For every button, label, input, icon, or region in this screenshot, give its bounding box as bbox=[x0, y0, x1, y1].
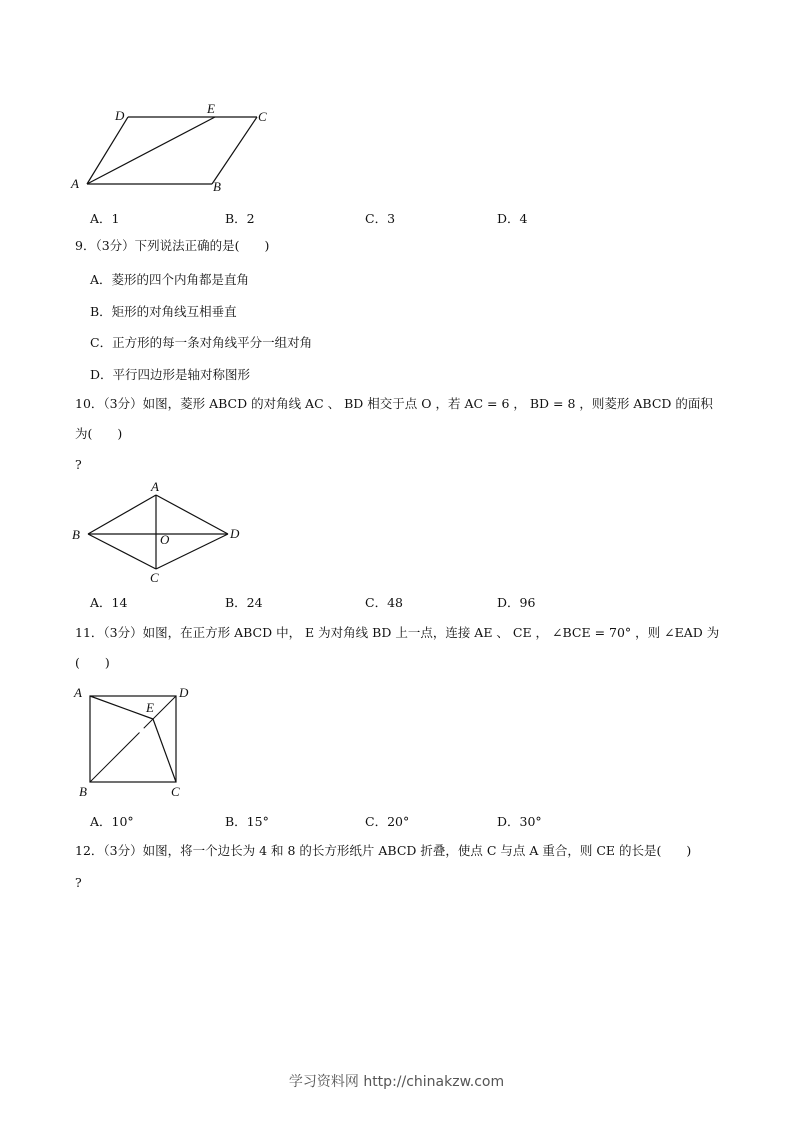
q10-stem-line1: 10．（3分）如图，菱形 ABCD 的对角线 AC 、 BD 相交于点 O ，若 AC = 6 ， BD = 8 ，则菱形 ABCD 的面积 bbox=[75, 396, 713, 411]
q11-stem-line2: ( ) bbox=[75, 655, 110, 670]
q11-option-b: B．15° bbox=[225, 814, 269, 829]
q8-parallelogram-figure bbox=[65, 98, 285, 198]
q8-label-d: D bbox=[115, 108, 125, 123]
footer-watermark: 学习资料网 http://chinakzw.com bbox=[288, 1074, 505, 1090]
q9-option-c: C．正方形的每一条对角线平分一组对角 bbox=[90, 335, 313, 350]
q10-stem-line2: 为( ) bbox=[75, 426, 123, 441]
q10-label-a: A bbox=[151, 479, 159, 494]
q9-stem: 9．（3分）下列说法正确的是( ) bbox=[75, 238, 270, 253]
q9-option-a: A．菱形的四个内角都是直角 bbox=[90, 272, 250, 287]
q11-option-c: C．20° bbox=[365, 814, 410, 829]
q11-label-e: E bbox=[146, 700, 154, 715]
q8-option-b: B．2 bbox=[225, 211, 255, 226]
q8-option-a: A．1 bbox=[90, 211, 120, 226]
q10-option-c: C．48 bbox=[365, 595, 403, 610]
q10-question-mark: ? bbox=[75, 457, 82, 472]
q11-square-figure bbox=[65, 680, 215, 802]
q11-label-c: C bbox=[171, 784, 180, 799]
q8-label-c: C bbox=[258, 109, 267, 124]
q12-stem: 12．（3分）如图，将一个边长为 4 和 8 的长方形纸片 ABCD 折叠，使点 C 与点 A 重合，则 CE 的长是( ) bbox=[75, 843, 692, 858]
q9-option-d: D．平行四边形是轴对称图形 bbox=[90, 367, 251, 382]
q10-label-c: C bbox=[150, 570, 159, 585]
q9-option-b: B．矩形的对角线互相垂直 bbox=[90, 304, 237, 319]
q11-label-a: A bbox=[74, 685, 82, 700]
q11-option-d: D．30° bbox=[497, 814, 542, 829]
q11-option-a: A．10° bbox=[90, 814, 134, 829]
q10-rhombus-figure bbox=[68, 478, 248, 588]
q10-option-d: D．96 bbox=[497, 595, 536, 610]
q10-option-b: B．24 bbox=[225, 595, 263, 610]
q11-label-b: B bbox=[79, 784, 87, 799]
q10-label-o: O bbox=[160, 532, 170, 547]
q10-label-b: B bbox=[72, 527, 80, 542]
q10-label-d: D bbox=[230, 526, 240, 541]
q8-label-b: B bbox=[213, 179, 221, 194]
q11-label-d: D bbox=[179, 685, 189, 700]
q8-option-d: D．4 bbox=[497, 211, 528, 226]
q11-stem-line1: 11．（3分）如图，在正方形 ABCD 中， E 为对角线 BD 上一点，连接 AE 、 CE ， ∠BCE = 70° ，则 ∠EAD 为 bbox=[75, 625, 720, 640]
q8-option-c: C．3 bbox=[365, 211, 396, 226]
q8-label-e: E bbox=[207, 101, 215, 116]
q10-option-a: A．14 bbox=[90, 595, 128, 610]
q8-label-a: A bbox=[71, 176, 79, 191]
q12-question-mark: ? bbox=[75, 875, 82, 890]
